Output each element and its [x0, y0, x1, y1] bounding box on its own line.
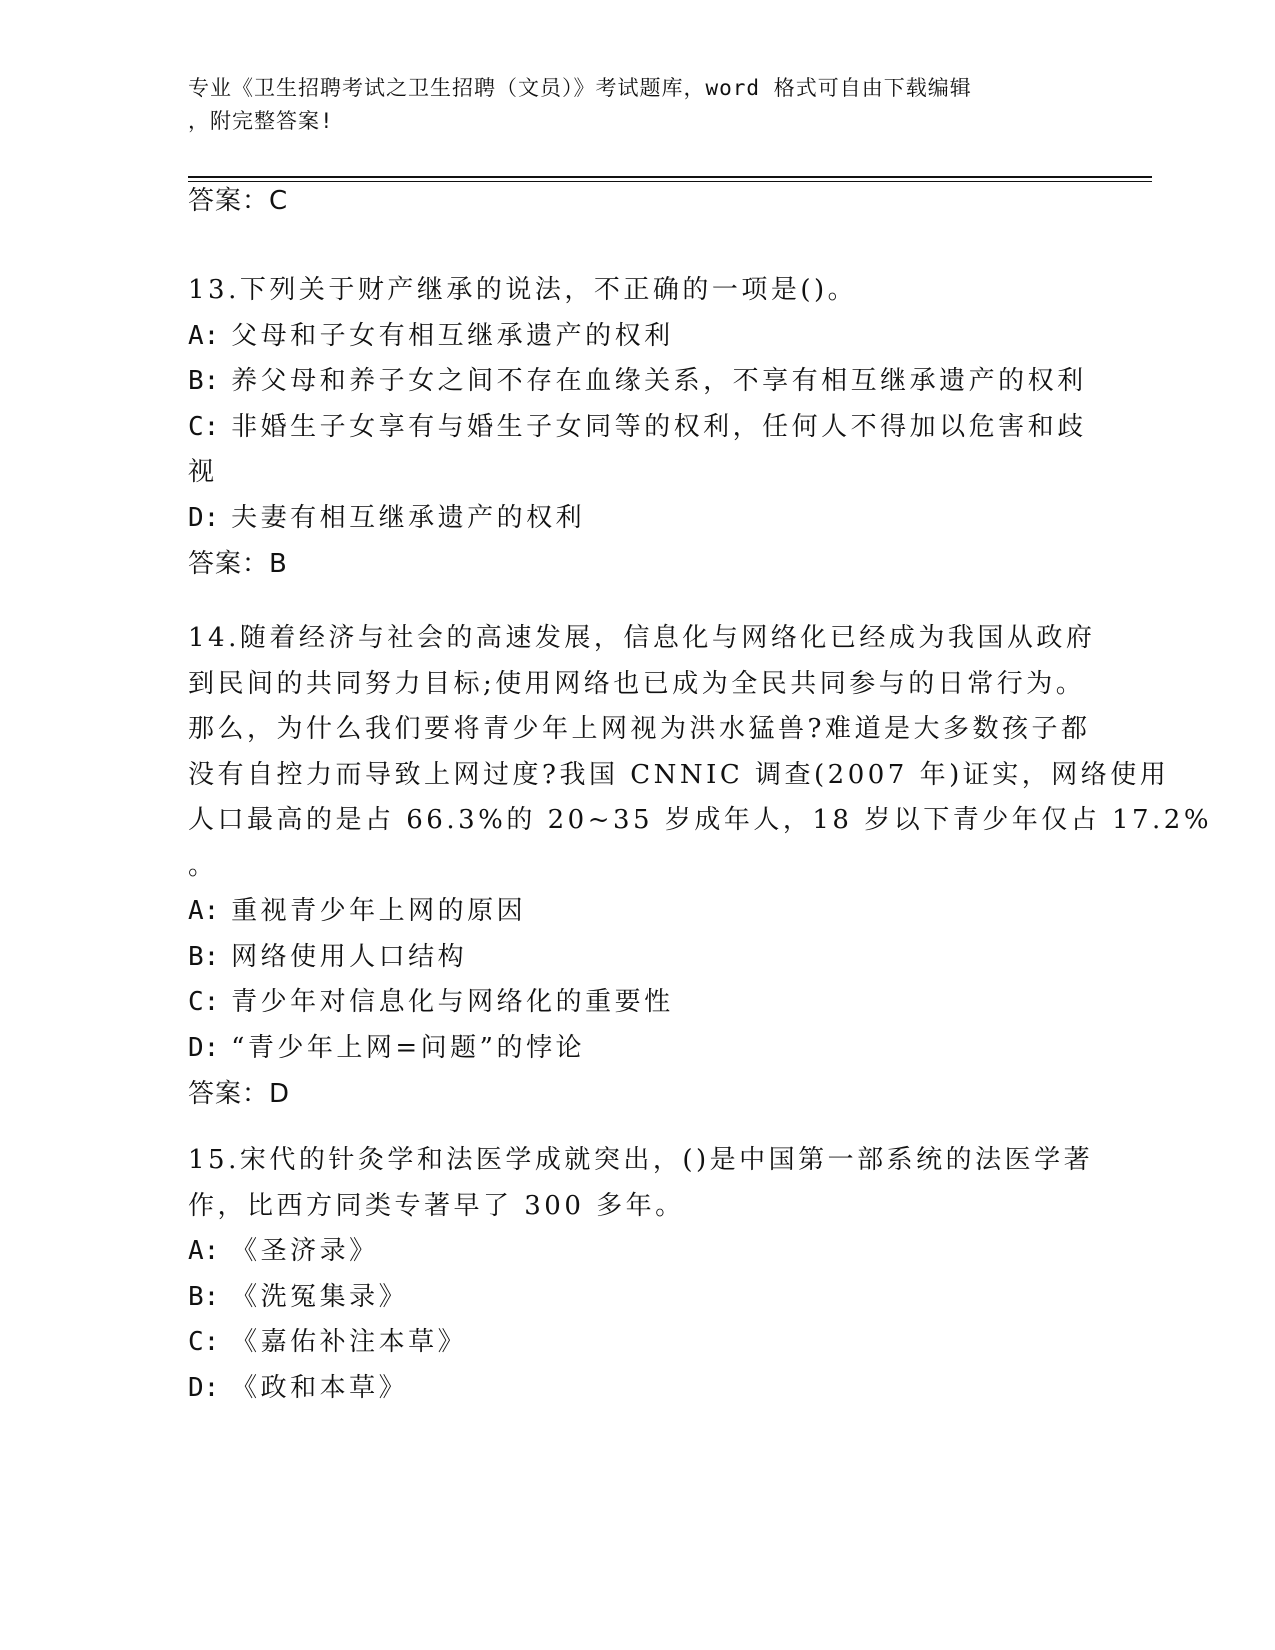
option-c-continued: 视 — [188, 457, 218, 487]
option-d — [188, 1026, 1088, 1072]
option-label: D: — [188, 502, 220, 533]
option-label: D: — [188, 1032, 220, 1063]
option-text: 夫妻有相互继承遗产的权利 — [231, 502, 586, 533]
answer-prev: 答案：C — [188, 186, 289, 216]
option-d — [188, 1366, 1088, 1412]
option-b — [188, 359, 1088, 405]
option-label: B: — [188, 941, 220, 972]
option-label: C: — [188, 411, 220, 442]
option-b — [188, 935, 1088, 981]
question-line: 人口最高的是占 66.3%的 20~35 岁成年人，18 岁以下青少年仅占 17.2% — [188, 805, 1213, 835]
question-line: 没有自控力而导致上网过度?我国 CNNIC 调查(2007 年)证实，网络使用 — [188, 759, 1170, 790]
option-label: C: — [188, 1327, 220, 1357]
question-13 — [188, 268, 1088, 587]
option-text: 《嘉佑补注本草》 — [231, 1327, 468, 1357]
header-line-1: 专业《卫生招聘考试之卫生招聘（文员）》考试题库，word 格式可自由下载编辑 — [188, 76, 972, 100]
document-header — [188, 72, 1068, 138]
question-14 — [188, 616, 1213, 1117]
option-label: A: — [188, 896, 220, 926]
option-text: 《政和本草》 — [231, 1372, 409, 1403]
option-d — [188, 496, 1088, 542]
option-label: B: — [188, 1281, 220, 1312]
option-a — [188, 889, 1088, 935]
option-label: D: — [188, 1372, 220, 1403]
option-c — [188, 980, 1088, 1026]
option-b — [188, 1275, 1088, 1321]
option-text: 养父母和养子女之间不存在血缘关系，不享有相互继承遗产的权利 — [231, 366, 1087, 396]
option-a — [188, 1229, 1088, 1275]
header-line-2: ，附完整答案! — [188, 109, 334, 133]
option-label: A: — [188, 320, 220, 351]
option-label: C: — [188, 987, 220, 1017]
option-text: “青少年上网=问题”的悖论 — [231, 1032, 585, 1063]
option-text: 非婚生子女享有与婚生子女同等的权利，任何人不得加以危害和歧 — [231, 411, 1087, 442]
option-text: 青少年对信息化与网络化的重要性 — [231, 987, 674, 1017]
option-text: 《圣济录》 — [231, 1236, 379, 1266]
question-line: 14.随着经济与社会的高速发展，信息化与网络化已经成为我国从政府 — [188, 623, 1096, 653]
option-label: A: — [188, 1236, 220, 1266]
option-c — [188, 1320, 1088, 1366]
question-line: 作，比西方同类专著早了 300 多年。 — [188, 1190, 685, 1221]
option-a — [188, 314, 1088, 360]
question-line: 15.宋代的针灸学和法医学成就突出，()是中国第一部系统的法医学著 — [188, 1145, 1094, 1175]
option-text: 网络使用人口结构 — [231, 941, 468, 972]
option-label: B: — [188, 366, 220, 396]
option-text: 父母和子女有相互继承遗产的权利 — [231, 320, 674, 351]
answer-14: 答案：D — [188, 1079, 291, 1109]
question-line: 那么，为什么我们要将青少年上网视为洪水猛兽?难道是大多数孩子都 — [188, 714, 1091, 744]
option-text: 《洗冤集录》 — [231, 1281, 409, 1312]
question-15 — [188, 1138, 1094, 1411]
answer-13: 答案：B — [188, 549, 288, 579]
option-text: 重视青少年上网的原因 — [231, 896, 527, 926]
question-line: 13.下列关于财产继承的说法，不正确的一项是()。 — [188, 275, 858, 305]
question-line: 。 — [188, 850, 218, 881]
option-c — [188, 405, 1088, 451]
question-line: 到民间的共同努力目标;使用网络也已成为全民共同参与的日常行为。 — [188, 668, 1086, 699]
